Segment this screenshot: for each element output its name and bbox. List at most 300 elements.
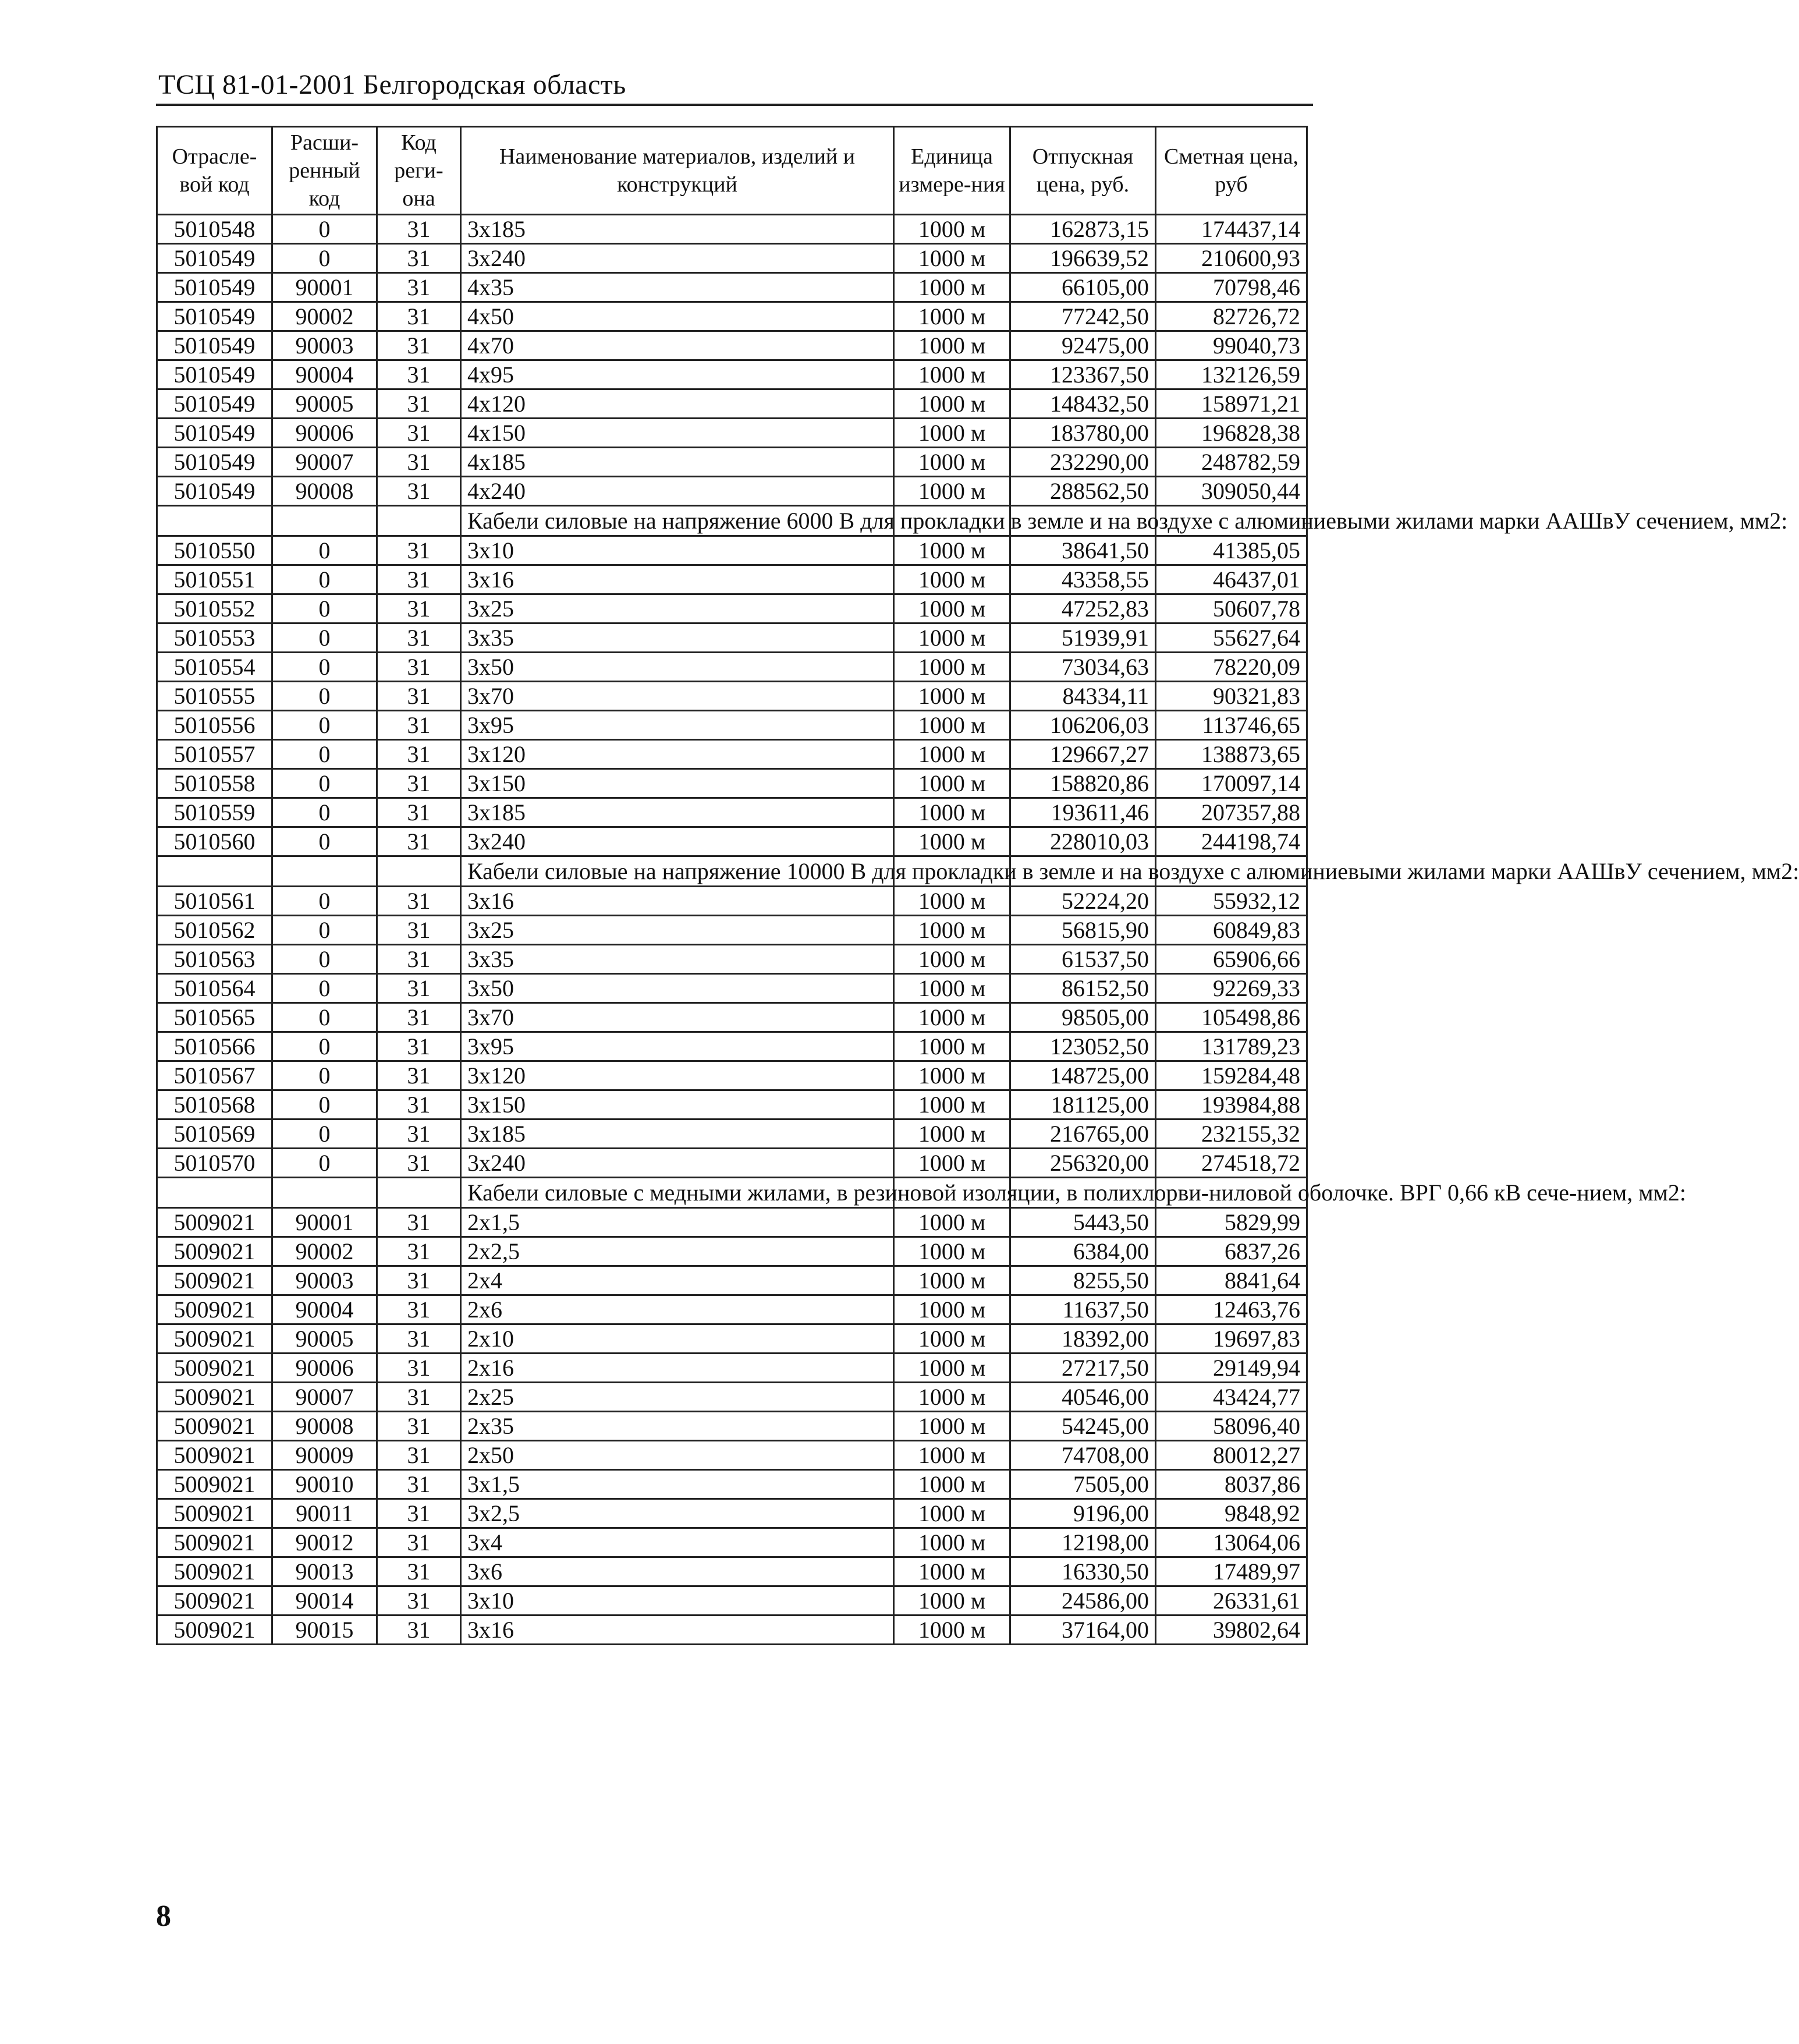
material-name-cell: 3х70 bbox=[461, 682, 894, 711]
table-row bbox=[157, 1383, 1307, 1412]
unit-cell: 1000 м bbox=[894, 653, 1010, 682]
material-name-cell: 3х185 bbox=[461, 1120, 894, 1149]
branch-code-cell: 5009021 bbox=[157, 1237, 272, 1266]
table-row bbox=[157, 1003, 1307, 1032]
extended-code-cell: 90005 bbox=[272, 389, 377, 419]
extended-code-cell: 0 bbox=[272, 565, 377, 594]
unit-cell: 1000 м bbox=[894, 1003, 1010, 1032]
release-price-cell: 228010,03 bbox=[1010, 827, 1156, 856]
table-row bbox=[157, 1616, 1307, 1645]
extended-code-cell: 90007 bbox=[272, 448, 377, 477]
branch-code-cell: 5010565 bbox=[157, 1003, 272, 1032]
table-row bbox=[157, 711, 1307, 740]
section-heading-row bbox=[157, 506, 1307, 536]
material-name-cell: 2х35 bbox=[461, 1412, 894, 1441]
unit-cell: 1000 м bbox=[894, 1324, 1010, 1354]
region-code-cell: 31 bbox=[377, 1295, 461, 1324]
branch-code-cell: 5009021 bbox=[157, 1295, 272, 1324]
branch-code-cell: 5010549 bbox=[157, 477, 272, 506]
extended-code-cell: 0 bbox=[272, 827, 377, 856]
estimate-price-cell: 248782,59 bbox=[1156, 448, 1307, 477]
estimate-price-cell: 131789,23 bbox=[1156, 1032, 1307, 1061]
extended-code-cell: 0 bbox=[272, 624, 377, 653]
unit-cell: 1000 м bbox=[894, 1032, 1010, 1061]
region-code-cell: 31 bbox=[377, 1090, 461, 1120]
estimate-price-cell: 232155,32 bbox=[1156, 1120, 1307, 1149]
estimate-price-cell: 92269,33 bbox=[1156, 974, 1307, 1003]
unit-cell: 1000 м bbox=[894, 448, 1010, 477]
table-row bbox=[157, 536, 1307, 565]
release-price-cell: 106206,03 bbox=[1010, 711, 1156, 740]
release-price-cell: 73034,63 bbox=[1010, 653, 1156, 682]
empty-cell bbox=[377, 1178, 461, 1208]
table-row bbox=[157, 1090, 1307, 1120]
table-row bbox=[157, 1499, 1307, 1528]
column-header-branch-code: Отрасле-вой код bbox=[157, 127, 272, 215]
section-heading: Кабели силовые на напряжение 10000 В для прокладки в земле и на воздухе с алюминиевыми жилами марки ААШвУ сечением, мм2: bbox=[461, 856, 894, 887]
branch-code-cell: 5010561 bbox=[157, 887, 272, 916]
estimate-price-cell: 174437,14 bbox=[1156, 215, 1307, 244]
region-code-cell: 31 bbox=[377, 1266, 461, 1295]
estimate-price-cell: 274518,72 bbox=[1156, 1149, 1307, 1178]
estimate-price-cell: 26331,61 bbox=[1156, 1586, 1307, 1616]
release-price-cell: 92475,00 bbox=[1010, 331, 1156, 360]
branch-code-cell: 5009021 bbox=[157, 1470, 272, 1499]
estimate-price-cell: 138873,65 bbox=[1156, 740, 1307, 769]
region-code-cell: 31 bbox=[377, 974, 461, 1003]
material-name-cell: 3х50 bbox=[461, 653, 894, 682]
estimate-price-cell: 309050,44 bbox=[1156, 477, 1307, 506]
branch-code-cell: 5009021 bbox=[157, 1354, 272, 1383]
table-row bbox=[157, 360, 1307, 389]
unit-cell: 1000 м bbox=[894, 1528, 1010, 1557]
material-name-cell: 3х150 bbox=[461, 1090, 894, 1120]
region-code-cell: 31 bbox=[377, 360, 461, 389]
region-code-cell: 31 bbox=[377, 273, 461, 302]
table-row bbox=[157, 1470, 1307, 1499]
region-code-cell: 31 bbox=[377, 1528, 461, 1557]
estimate-price-cell: 17489,97 bbox=[1156, 1557, 1307, 1586]
estimate-price-cell: 60849,83 bbox=[1156, 916, 1307, 945]
unit-cell: 1000 м bbox=[894, 887, 1010, 916]
table-row bbox=[157, 653, 1307, 682]
table-row bbox=[157, 798, 1307, 827]
estimate-price-cell: 29149,94 bbox=[1156, 1354, 1307, 1383]
column-header-material-name: Наименование материалов, изделий и конструкций bbox=[461, 127, 894, 215]
extended-code-cell: 0 bbox=[272, 916, 377, 945]
branch-code-cell: 5009021 bbox=[157, 1557, 272, 1586]
region-code-cell: 31 bbox=[377, 1557, 461, 1586]
material-name-cell: 4х95 bbox=[461, 360, 894, 389]
unit-cell: 1000 м bbox=[894, 1090, 1010, 1120]
material-name-cell: 3х120 bbox=[461, 740, 894, 769]
material-name-cell: 3х16 bbox=[461, 1616, 894, 1645]
unit-cell: 1000 м bbox=[894, 1266, 1010, 1295]
release-price-cell: 52224,20 bbox=[1010, 887, 1156, 916]
price-table bbox=[156, 126, 1799, 1645]
material-name-cell: 4х50 bbox=[461, 302, 894, 331]
table-row bbox=[157, 477, 1307, 506]
table-row bbox=[157, 594, 1307, 624]
branch-code-cell: 5010553 bbox=[157, 624, 272, 653]
table-row bbox=[157, 1354, 1307, 1383]
extended-code-cell: 90007 bbox=[272, 1383, 377, 1412]
unit-cell: 1000 м bbox=[894, 536, 1010, 565]
unit-cell: 1000 м bbox=[894, 1586, 1010, 1616]
estimate-price-cell: 8037,86 bbox=[1156, 1470, 1307, 1499]
region-code-cell: 31 bbox=[377, 1499, 461, 1528]
extended-code-cell: 90004 bbox=[272, 360, 377, 389]
material-name-cell: 4х185 bbox=[461, 448, 894, 477]
unit-cell: 1000 м bbox=[894, 798, 1010, 827]
table-row bbox=[157, 827, 1307, 856]
branch-code-cell: 5010549 bbox=[157, 244, 272, 273]
region-code-cell: 31 bbox=[377, 1586, 461, 1616]
table-row bbox=[157, 1032, 1307, 1061]
region-code-cell: 31 bbox=[377, 1120, 461, 1149]
estimate-price-cell: 193984,88 bbox=[1156, 1090, 1307, 1120]
extended-code-cell: 0 bbox=[272, 1149, 377, 1178]
extended-code-cell: 90008 bbox=[272, 1412, 377, 1441]
estimate-price-cell: 132126,59 bbox=[1156, 360, 1307, 389]
branch-code-cell: 5009021 bbox=[157, 1441, 272, 1470]
estimate-price-cell: 58096,40 bbox=[1156, 1412, 1307, 1441]
material-name-cell: 4х240 bbox=[461, 477, 894, 506]
release-price-cell: 66105,00 bbox=[1010, 273, 1156, 302]
branch-code-cell: 5010550 bbox=[157, 536, 272, 565]
branch-code-cell: 5010549 bbox=[157, 302, 272, 331]
branch-code-cell: 5010556 bbox=[157, 711, 272, 740]
release-price-cell: 123367,50 bbox=[1010, 360, 1156, 389]
extended-code-cell: 0 bbox=[272, 1003, 377, 1032]
estimate-price-cell: 6837,26 bbox=[1156, 1237, 1307, 1266]
branch-code-cell: 5010558 bbox=[157, 769, 272, 798]
release-price-cell: 11637,50 bbox=[1010, 1295, 1156, 1324]
branch-code-cell: 5010570 bbox=[157, 1149, 272, 1178]
release-price-cell: 16330,50 bbox=[1010, 1557, 1156, 1586]
extended-code-cell: 90003 bbox=[272, 331, 377, 360]
release-price-cell: 129667,27 bbox=[1010, 740, 1156, 769]
unit-cell: 1000 м bbox=[894, 419, 1010, 448]
material-name-cell: 3х25 bbox=[461, 594, 894, 624]
table-row bbox=[157, 1528, 1307, 1557]
region-code-cell: 31 bbox=[377, 1383, 461, 1412]
region-code-cell: 31 bbox=[377, 1061, 461, 1090]
material-name-cell: 3х4 bbox=[461, 1528, 894, 1557]
extended-code-cell: 0 bbox=[272, 594, 377, 624]
table-row bbox=[157, 273, 1307, 302]
extended-code-cell: 0 bbox=[272, 711, 377, 740]
region-code-cell: 31 bbox=[377, 565, 461, 594]
extended-code-cell: 90012 bbox=[272, 1528, 377, 1557]
extended-code-cell: 90008 bbox=[272, 477, 377, 506]
estimate-price-cell: 39802,64 bbox=[1156, 1616, 1307, 1645]
region-code-cell: 31 bbox=[377, 740, 461, 769]
unit-cell: 1000 м bbox=[894, 769, 1010, 798]
release-price-cell: 27217,50 bbox=[1010, 1354, 1156, 1383]
extended-code-cell: 90006 bbox=[272, 419, 377, 448]
estimate-price-cell: 19697,83 bbox=[1156, 1324, 1307, 1354]
estimate-price-cell: 159284,48 bbox=[1156, 1061, 1307, 1090]
section-heading-row bbox=[157, 856, 1307, 887]
region-code-cell: 31 bbox=[377, 1616, 461, 1645]
empty-cell bbox=[272, 506, 377, 536]
release-price-cell: 9196,00 bbox=[1010, 1499, 1156, 1528]
estimate-price-cell: 196828,38 bbox=[1156, 419, 1307, 448]
table-row bbox=[157, 1149, 1307, 1178]
material-name-cell: 3х50 bbox=[461, 974, 894, 1003]
unit-cell: 1000 м bbox=[894, 331, 1010, 360]
material-name-cell: 3х16 bbox=[461, 565, 894, 594]
estimate-price-cell: 207357,88 bbox=[1156, 798, 1307, 827]
material-name-cell: 2х6 bbox=[461, 1295, 894, 1324]
extended-code-cell: 0 bbox=[272, 740, 377, 769]
release-price-cell: 84334,11 bbox=[1010, 682, 1156, 711]
release-price-cell: 40546,00 bbox=[1010, 1383, 1156, 1412]
region-code-cell: 31 bbox=[377, 1003, 461, 1032]
branch-code-cell: 5010549 bbox=[157, 273, 272, 302]
material-name-cell: 3х95 bbox=[461, 1032, 894, 1061]
unit-cell: 1000 м bbox=[894, 477, 1010, 506]
unit-cell: 1000 м bbox=[894, 1441, 1010, 1470]
release-price-cell: 38641,50 bbox=[1010, 536, 1156, 565]
extended-code-cell: 0 bbox=[272, 1090, 377, 1120]
release-price-cell: 98505,00 bbox=[1010, 1003, 1156, 1032]
unit-cell: 1000 м bbox=[894, 273, 1010, 302]
estimate-price-cell: 158971,21 bbox=[1156, 389, 1307, 419]
material-name-cell: 2х2,5 bbox=[461, 1237, 894, 1266]
region-code-cell: 31 bbox=[377, 1470, 461, 1499]
release-price-cell: 12198,00 bbox=[1010, 1528, 1156, 1557]
region-code-cell: 31 bbox=[377, 682, 461, 711]
release-price-cell: 51939,91 bbox=[1010, 624, 1156, 653]
region-code-cell: 31 bbox=[377, 798, 461, 827]
table-row bbox=[157, 1061, 1307, 1090]
table-row bbox=[157, 974, 1307, 1003]
material-name-cell: 3х120 bbox=[461, 1061, 894, 1090]
branch-code-cell: 5010549 bbox=[157, 331, 272, 360]
release-price-cell: 77242,50 bbox=[1010, 302, 1156, 331]
estimate-price-cell: 210600,93 bbox=[1156, 244, 1307, 273]
estimate-price-cell: 5829,99 bbox=[1156, 1208, 1307, 1237]
release-price-cell: 216765,00 bbox=[1010, 1120, 1156, 1149]
release-price-cell: 256320,00 bbox=[1010, 1149, 1156, 1178]
branch-code-cell: 5010554 bbox=[157, 653, 272, 682]
material-name-cell: 4х70 bbox=[461, 331, 894, 360]
material-name-cell: 2х4 bbox=[461, 1266, 894, 1295]
estimate-price-cell: 55932,12 bbox=[1156, 887, 1307, 916]
estimate-price-cell: 90321,83 bbox=[1156, 682, 1307, 711]
material-name-cell: 3х25 bbox=[461, 916, 894, 945]
region-code-cell: 31 bbox=[377, 827, 461, 856]
price-table-body bbox=[157, 215, 1799, 1645]
table-row bbox=[157, 740, 1307, 769]
release-price-cell: 8255,50 bbox=[1010, 1266, 1156, 1295]
branch-code-cell: 5010560 bbox=[157, 827, 272, 856]
extended-code-cell: 90004 bbox=[272, 1295, 377, 1324]
material-name-cell: 2х10 bbox=[461, 1324, 894, 1354]
extended-code-cell: 90011 bbox=[272, 1499, 377, 1528]
region-code-cell: 31 bbox=[377, 887, 461, 916]
release-price-cell: 6384,00 bbox=[1010, 1237, 1156, 1266]
region-code-cell: 31 bbox=[377, 711, 461, 740]
price-table-header bbox=[157, 127, 1307, 215]
release-price-cell: 162873,15 bbox=[1010, 215, 1156, 244]
region-code-cell: 31 bbox=[377, 477, 461, 506]
branch-code-cell: 5010549 bbox=[157, 389, 272, 419]
table-row bbox=[157, 215, 1307, 244]
extended-code-cell: 90002 bbox=[272, 302, 377, 331]
branch-code-cell: 5010563 bbox=[157, 945, 272, 974]
material-name-cell: 3х2,5 bbox=[461, 1499, 894, 1528]
estimate-price-cell: 55627,64 bbox=[1156, 624, 1307, 653]
extended-code-cell: 0 bbox=[272, 682, 377, 711]
unit-cell: 1000 м bbox=[894, 740, 1010, 769]
table-row bbox=[157, 302, 1307, 331]
extended-code-cell: 0 bbox=[272, 536, 377, 565]
region-code-cell: 31 bbox=[377, 1354, 461, 1383]
branch-code-cell: 5010549 bbox=[157, 448, 272, 477]
column-header-estimate-price: Сметная цена, руб bbox=[1156, 127, 1307, 215]
extended-code-cell: 0 bbox=[272, 887, 377, 916]
empty-cell bbox=[157, 856, 272, 887]
material-name-cell: 3х95 bbox=[461, 711, 894, 740]
extended-code-cell: 90010 bbox=[272, 1470, 377, 1499]
unit-cell: 1000 м bbox=[894, 244, 1010, 273]
release-price-cell: 123052,50 bbox=[1010, 1032, 1156, 1061]
release-price-cell: 288562,50 bbox=[1010, 477, 1156, 506]
branch-code-cell: 5010566 bbox=[157, 1032, 272, 1061]
estimate-price-cell: 43424,77 bbox=[1156, 1383, 1307, 1412]
region-code-cell: 31 bbox=[377, 215, 461, 244]
unit-cell: 1000 м bbox=[894, 1383, 1010, 1412]
table-row bbox=[157, 1586, 1307, 1616]
release-price-cell: 74708,00 bbox=[1010, 1441, 1156, 1470]
region-code-cell: 31 bbox=[377, 448, 461, 477]
extended-code-cell: 90009 bbox=[272, 1441, 377, 1470]
column-header-release-price: Отпускная цена, руб. bbox=[1010, 127, 1156, 215]
release-price-cell: 43358,55 bbox=[1010, 565, 1156, 594]
unit-cell: 1000 м bbox=[894, 1557, 1010, 1586]
region-code-cell: 31 bbox=[377, 945, 461, 974]
region-code-cell: 31 bbox=[377, 1441, 461, 1470]
branch-code-cell: 5009021 bbox=[157, 1499, 272, 1528]
extended-code-cell: 90002 bbox=[272, 1237, 377, 1266]
unit-cell: 1000 м bbox=[894, 302, 1010, 331]
table-row bbox=[157, 682, 1307, 711]
region-code-cell: 31 bbox=[377, 1324, 461, 1354]
empty-cell bbox=[272, 1178, 377, 1208]
empty-cell bbox=[272, 856, 377, 887]
table-row bbox=[157, 389, 1307, 419]
table-row bbox=[157, 769, 1307, 798]
estimate-price-cell: 12463,76 bbox=[1156, 1295, 1307, 1324]
table-row bbox=[157, 945, 1307, 974]
unit-cell: 1000 м bbox=[894, 1499, 1010, 1528]
table-row bbox=[157, 1557, 1307, 1586]
estimate-price-cell: 8841,64 bbox=[1156, 1266, 1307, 1295]
estimate-price-cell: 46437,01 bbox=[1156, 565, 1307, 594]
material-name-cell: 2х50 bbox=[461, 1441, 894, 1470]
extended-code-cell: 0 bbox=[272, 1061, 377, 1090]
estimate-price-cell: 170097,14 bbox=[1156, 769, 1307, 798]
material-name-cell: 4х150 bbox=[461, 419, 894, 448]
branch-code-cell: 5010549 bbox=[157, 360, 272, 389]
empty-cell bbox=[377, 506, 461, 536]
branch-code-cell: 5009021 bbox=[157, 1412, 272, 1441]
material-name-cell: 3х10 bbox=[461, 536, 894, 565]
document-header-title: ТСЦ 81-01-2001 Белгородская область bbox=[158, 69, 626, 100]
region-code-cell: 31 bbox=[377, 1149, 461, 1178]
table-row bbox=[157, 331, 1307, 360]
release-price-cell: 183780,00 bbox=[1010, 419, 1156, 448]
extended-code-cell: 0 bbox=[272, 1032, 377, 1061]
release-price-cell: 196639,52 bbox=[1010, 244, 1156, 273]
table-row bbox=[157, 1120, 1307, 1149]
table-row bbox=[157, 244, 1307, 273]
extended-code-cell: 0 bbox=[272, 798, 377, 827]
branch-code-cell: 5010569 bbox=[157, 1120, 272, 1149]
extended-code-cell: 90015 bbox=[272, 1616, 377, 1645]
region-code-cell: 31 bbox=[377, 916, 461, 945]
table-row bbox=[157, 1266, 1307, 1295]
table-row bbox=[157, 1237, 1307, 1266]
release-price-cell: 148725,00 bbox=[1010, 1061, 1156, 1090]
region-code-cell: 31 bbox=[377, 653, 461, 682]
estimate-price-cell: 41385,05 bbox=[1156, 536, 1307, 565]
branch-code-cell: 5009021 bbox=[157, 1586, 272, 1616]
unit-cell: 1000 м bbox=[894, 1354, 1010, 1383]
material-name-cell: 3х6 bbox=[461, 1557, 894, 1586]
column-header-unit: Единица измере-ния bbox=[894, 127, 1010, 215]
material-name-cell: 3х185 bbox=[461, 215, 894, 244]
release-price-cell: 24586,00 bbox=[1010, 1586, 1156, 1616]
unit-cell: 1000 м bbox=[894, 1412, 1010, 1441]
region-code-cell: 31 bbox=[377, 594, 461, 624]
section-heading: Кабели силовые с медными жилами, в резиновой изоляции, в полихлорви-ниловой оболочке. ВРГ 0,66 кВ сече-нием, мм2: bbox=[461, 1178, 894, 1208]
material-name-cell: 3х240 bbox=[461, 827, 894, 856]
material-name-cell: 4х35 bbox=[461, 273, 894, 302]
material-name-cell: 2х1,5 bbox=[461, 1208, 894, 1237]
empty-cell bbox=[377, 856, 461, 887]
branch-code-cell: 5010549 bbox=[157, 419, 272, 448]
unit-cell: 1000 м bbox=[894, 827, 1010, 856]
estimate-price-cell: 80012,27 bbox=[1156, 1441, 1307, 1470]
estimate-price-cell: 65906,66 bbox=[1156, 945, 1307, 974]
column-header-extended-code: Расши-ренный код bbox=[272, 127, 377, 215]
branch-code-cell: 5010555 bbox=[157, 682, 272, 711]
branch-code-cell: 5009021 bbox=[157, 1208, 272, 1237]
unit-cell: 1000 м bbox=[894, 682, 1010, 711]
release-price-cell: 7505,00 bbox=[1010, 1470, 1156, 1499]
branch-code-cell: 5009021 bbox=[157, 1383, 272, 1412]
extended-code-cell: 0 bbox=[272, 653, 377, 682]
unit-cell: 1000 м bbox=[894, 1208, 1010, 1237]
branch-code-cell: 5009021 bbox=[157, 1616, 272, 1645]
unit-cell: 1000 м bbox=[894, 945, 1010, 974]
material-name-cell: 3х185 bbox=[461, 798, 894, 827]
branch-code-cell: 5009021 bbox=[157, 1324, 272, 1354]
branch-code-cell: 5009021 bbox=[157, 1266, 272, 1295]
region-code-cell: 31 bbox=[377, 536, 461, 565]
material-name-cell: 3х16 bbox=[461, 887, 894, 916]
release-price-cell: 47252,83 bbox=[1010, 594, 1156, 624]
material-name-cell: 3х1,5 bbox=[461, 1470, 894, 1499]
table-row bbox=[157, 1295, 1307, 1324]
release-price-cell: 193611,46 bbox=[1010, 798, 1156, 827]
estimate-price-cell: 99040,73 bbox=[1156, 331, 1307, 360]
estimate-price-cell: 70798,46 bbox=[1156, 273, 1307, 302]
